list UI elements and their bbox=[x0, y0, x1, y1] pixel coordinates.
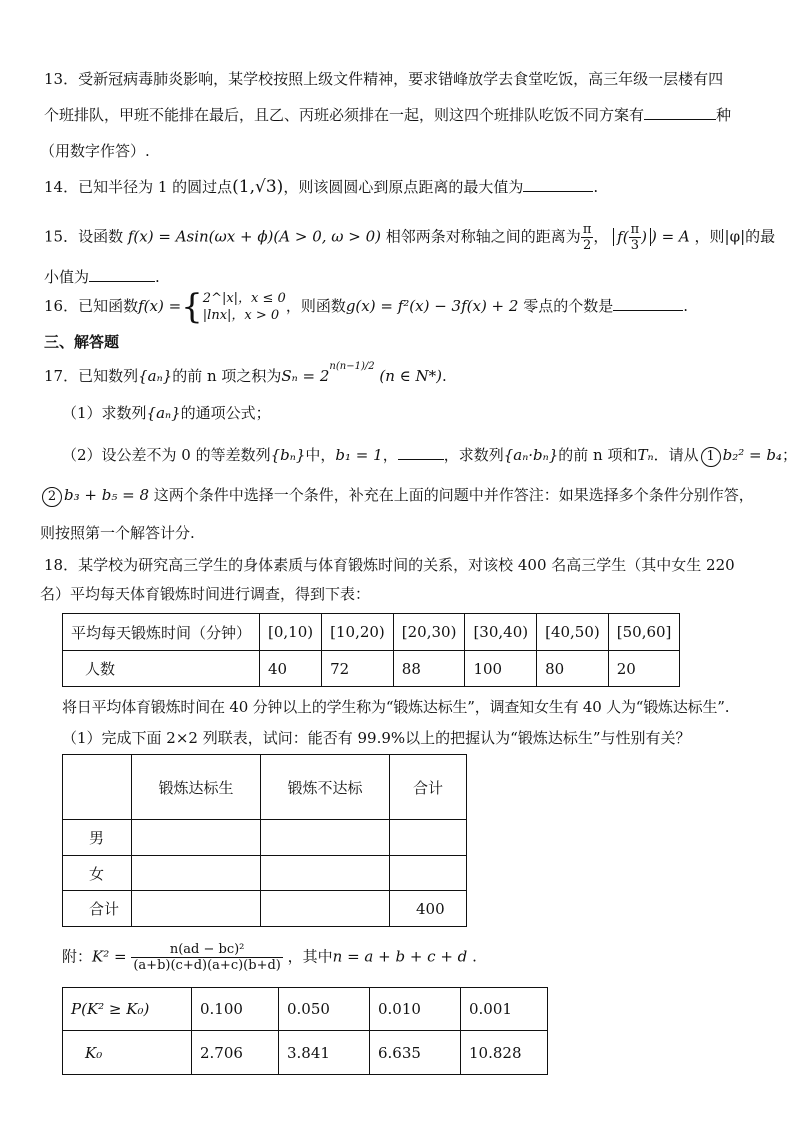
table-row bbox=[63, 820, 467, 856]
q18-line3: 将日平均体育锻炼时间在 40 分钟以上的学生称为“锻炼达标生”，调查知女生有 40 人为“锻炼达标生”. bbox=[62, 698, 730, 716]
answer-blank bbox=[613, 296, 683, 311]
n-sum: n = a + b + c + d bbox=[332, 947, 468, 966]
q16-line bbox=[44, 287, 764, 327]
table-cell: 男 bbox=[63, 820, 132, 856]
q16-end: . bbox=[683, 297, 689, 315]
table-cell: 20 bbox=[608, 651, 680, 687]
q18-line1: 18．某学校为研究高三学生的身体素质与体育锻炼时间的关系，对该校 400 名高三学生（其中女生 220 bbox=[44, 556, 735, 574]
answer-blank bbox=[644, 105, 716, 120]
table-cell: K₀ bbox=[63, 1031, 192, 1075]
answer-blank bbox=[89, 267, 155, 282]
table-cell: 80 bbox=[537, 651, 609, 687]
k2-formula-line bbox=[62, 942, 764, 973]
q17-p2-text-d: ，求数列 bbox=[443, 446, 504, 464]
q13-line3: （用数字作答）. bbox=[40, 142, 150, 160]
table-cell bbox=[261, 820, 390, 856]
circled-two-icon: 2 bbox=[42, 487, 62, 507]
formula-prefix: 附： bbox=[62, 947, 93, 966]
table-cell: 锻炼达标生 bbox=[132, 755, 261, 820]
table-cell: [40,50) bbox=[537, 614, 609, 651]
table-cell bbox=[132, 820, 261, 856]
q17-text-b: 的前 n 项之积为 bbox=[172, 367, 282, 385]
q17-p1-text: （1）求数列 bbox=[62, 404, 147, 422]
q18-line4: （1）完成下面 2×2 列联表，试问：能否有 99.9%以上的把握认为“锻炼达标生”与性别有关？ bbox=[62, 729, 691, 747]
critical-value-table bbox=[62, 987, 548, 1075]
q17-p2-text-b: 中， bbox=[305, 446, 336, 464]
q16-cases: 2^|x|，x ≤ 0 |lnx|，x > 0 bbox=[202, 291, 286, 323]
q17-exponent: n(n−1)/2 bbox=[329, 361, 375, 372]
q16-gx: g(x) = f²(x) − 3f(x) + 2 bbox=[345, 297, 519, 315]
table-cell bbox=[63, 755, 132, 820]
table-row bbox=[63, 614, 680, 651]
exercise-time-table bbox=[62, 613, 680, 687]
table-cell: P(K² ≥ K₀) bbox=[63, 988, 192, 1031]
q15-function: f(x) = Asin(ωx + ϕ)(A > 0, ω > 0) bbox=[127, 227, 382, 246]
q17-p2-text-f: ．请从 bbox=[653, 446, 699, 464]
q17-part1 bbox=[62, 402, 764, 424]
q17-text-a: 17．已知数列 bbox=[44, 367, 139, 385]
q15-condition: f( $\frac{\pi}{3}$ ) bbox=[613, 228, 651, 246]
q17-p2-semicolon: ； bbox=[781, 446, 797, 464]
q17-bn: {bₙ} bbox=[270, 446, 306, 464]
q13-line2 bbox=[44, 104, 764, 126]
q15-text-a: 15．设函数 bbox=[44, 227, 124, 246]
section-heading: 三、解答题 bbox=[44, 333, 120, 351]
q17-cond2: b₃ + b₅ = 8 bbox=[64, 486, 149, 504]
q13-text: 个班排队，甲班不能排在最后，且乙、丙班必须排在一起，则这四个班排队吃饭不同方案有 bbox=[44, 106, 645, 124]
table-cell bbox=[132, 856, 261, 891]
brace-icon: { bbox=[181, 287, 203, 327]
table-cell: 0.050 bbox=[279, 988, 370, 1031]
q17-p2-text-a: （2）设公差不为 0 的等差数列 bbox=[62, 446, 271, 464]
table-row bbox=[63, 891, 467, 927]
table-row bbox=[63, 651, 680, 687]
table-cell: [20,30) bbox=[393, 614, 465, 651]
table-cell: 3.841 bbox=[279, 1031, 370, 1075]
q16-fx: f(x) = bbox=[138, 297, 182, 315]
table-cell: [10,20) bbox=[322, 614, 394, 651]
q15-equals-a: ) = A bbox=[650, 227, 690, 246]
q15-line2-text: 小值为 bbox=[44, 268, 90, 286]
q15-text-b: 相邻两条对称轴之间的距离为 bbox=[385, 227, 581, 246]
q13-unit: 种 bbox=[716, 106, 732, 124]
circled-one-icon: 1 bbox=[701, 447, 721, 467]
table-cell: 88 bbox=[393, 651, 465, 687]
q13-line1: 13．受新冠病毒肺炎影响，某学校按照上级文件精神，要求错峰放学去食堂吃饭，高三年级一层楼有四 bbox=[44, 70, 724, 88]
table-cell: 10.828 bbox=[461, 1031, 548, 1075]
table-cell: 锻炼不达标 bbox=[261, 755, 390, 820]
q17-part2 bbox=[62, 444, 797, 467]
formula-where: ，其中 bbox=[287, 947, 333, 966]
q17-part2-line2 bbox=[40, 484, 764, 507]
q18-line2: 名）平均每天体育锻炼时间进行调查，得到下表： bbox=[40, 585, 371, 603]
table-cell: 6.635 bbox=[370, 1031, 461, 1075]
q17-end: . bbox=[442, 367, 447, 385]
table-cell: 女 bbox=[63, 856, 132, 891]
table-cell: 平均每天锻炼时间（分钟） bbox=[63, 614, 260, 651]
table-cell: 40 bbox=[260, 651, 322, 687]
table-cell: 合计 bbox=[390, 755, 467, 820]
q17-p2-text-h: 这两个条件中选择一个条件，补充在上面的问题中并作答注：如果选择多个条件分别作答， bbox=[153, 486, 754, 504]
q15-end: . bbox=[155, 268, 160, 286]
q17-p2-text-e: 的前 n 项和 bbox=[558, 446, 638, 464]
q15-fraction-pi-2: $\frac{\pi}{2}$ bbox=[582, 222, 592, 253]
q16-text-a: 16．已知函数 bbox=[44, 297, 139, 315]
q14-text-b: ，则该圆圆心到原点距离的最大值为 bbox=[283, 178, 524, 196]
q17-an: {aₙ} bbox=[138, 367, 173, 385]
table-cell bbox=[132, 891, 261, 927]
q17-cond1: b₂² = b₄ bbox=[722, 446, 782, 464]
table-cell: 0.100 bbox=[192, 988, 279, 1031]
q17-domain: (n ∈ N*) bbox=[379, 367, 442, 385]
q15-line2 bbox=[44, 266, 764, 288]
q17-p1-an: {aₙ} bbox=[146, 404, 181, 422]
table-cell: 合计 bbox=[63, 891, 132, 927]
table-cell: 100 bbox=[465, 651, 537, 687]
table-row bbox=[63, 988, 548, 1031]
contingency-table bbox=[62, 754, 467, 927]
table-cell: 400 bbox=[390, 891, 467, 927]
formula-end: . bbox=[472, 947, 477, 966]
q14-end: . bbox=[593, 178, 599, 196]
table-cell: [30,40) bbox=[465, 614, 537, 651]
q15-line1 bbox=[44, 222, 776, 253]
q17-p1-text-b: 的通项公式； bbox=[180, 404, 271, 422]
q15-text-d: ，则|φ|的最 bbox=[694, 227, 776, 246]
k2-symbol: K² = bbox=[92, 947, 127, 966]
table-cell: 人数 bbox=[63, 651, 260, 687]
q17-b1: b₁ = 1 bbox=[335, 446, 383, 464]
table-cell: 2.706 bbox=[192, 1031, 279, 1075]
q16-text-c: 零点的个数是 bbox=[523, 297, 614, 315]
table-row bbox=[63, 856, 467, 891]
table-cell: [0,10) bbox=[260, 614, 322, 651]
answer-blank bbox=[398, 445, 444, 460]
table-cell bbox=[390, 856, 467, 891]
table-cell: 72 bbox=[322, 651, 394, 687]
k2-fraction: $\frac{\text{n(ad − bc)²}}{(a+b)(c+d)(a+c)(b+d)}$ bbox=[133, 942, 281, 973]
table-cell bbox=[261, 891, 390, 927]
table-row bbox=[63, 1031, 548, 1075]
table-cell bbox=[261, 856, 390, 891]
table-cell: [50,60] bbox=[608, 614, 680, 651]
q14-line bbox=[44, 176, 764, 198]
q14-point: (1,√3) bbox=[232, 177, 284, 197]
answer-blank bbox=[523, 177, 593, 192]
q16-text-b: ，则函数 bbox=[285, 297, 346, 315]
table-cell: 0.001 bbox=[461, 988, 548, 1031]
table-cell: 0.010 bbox=[370, 988, 461, 1031]
table-row bbox=[63, 755, 467, 820]
q14-text-a: 14．已知半径为 1 的圆过点 bbox=[44, 178, 233, 196]
q15-text-c: ， bbox=[593, 227, 609, 246]
q17-anbn: {aₙ·bₙ} bbox=[503, 446, 559, 464]
q17-line1 bbox=[44, 362, 764, 387]
q17-p2-comma: ， bbox=[382, 446, 398, 464]
q17-sn: Sₙ = 2 bbox=[281, 367, 330, 385]
table-cell bbox=[390, 820, 467, 856]
q17-tn: Tₙ bbox=[637, 446, 654, 464]
q17-part2-line3: 则按照第一个解答计分. bbox=[40, 524, 195, 542]
